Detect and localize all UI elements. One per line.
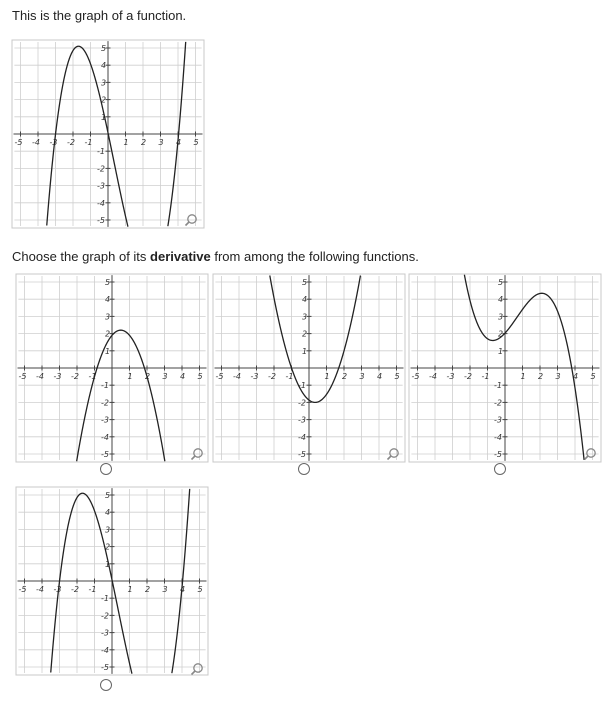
y-tick-label: 5 — [105, 278, 111, 287]
x-tick-label: 3 — [162, 585, 168, 594]
x-tick-label: 2 — [342, 372, 348, 381]
y-tick-label: 5 — [105, 491, 111, 500]
y-tick-label: -4 — [97, 198, 105, 208]
y-tick-label: -3 — [101, 415, 109, 425]
x-tick-label: 2 — [538, 372, 544, 381]
zoom-icon[interactable] — [190, 662, 204, 676]
y-tick-label: 2 — [498, 329, 504, 339]
y-tick-label: 3 — [105, 312, 111, 322]
x-tick-label: 3 — [162, 372, 168, 381]
y-tick-label: 1 — [498, 346, 504, 356]
option-d-svg — [16, 487, 208, 675]
x-tick-label: -5 — [18, 585, 27, 594]
y-tick-label: 4 — [302, 295, 308, 305]
y-tick-label: -2 — [298, 398, 306, 408]
y-tick-label: 2 — [105, 542, 111, 552]
x-tick-label: -2 — [464, 372, 472, 381]
question-intro-text: This is the graph of a function. — [12, 8, 187, 23]
prompt-after: from among the following functions. — [210, 249, 419, 264]
x-tick-label: -2 — [71, 372, 79, 381]
y-tick-label: -3 — [97, 181, 105, 191]
x-tick-label: 1 — [520, 372, 526, 381]
x-tick-label: 1 — [127, 585, 133, 594]
y-tick-label: 2 — [302, 329, 308, 339]
y-tick-label: 5 — [101, 44, 107, 53]
magnifier-icon — [583, 447, 597, 461]
x-tick-label: 5 — [197, 372, 203, 381]
option-graph-4[interactable] — [16, 487, 208, 675]
x-tick-label: 4 — [180, 585, 186, 594]
option-a-svg — [16, 274, 208, 462]
function-graph — [12, 40, 204, 228]
x-tick-label: -3 — [49, 138, 58, 147]
y-tick-label: -4 — [298, 432, 306, 442]
magnifier-icon — [184, 213, 198, 227]
x-tick-label: 2 — [145, 585, 151, 594]
zoom-icon[interactable] — [386, 447, 400, 461]
y-tick-label: -1 — [101, 381, 109, 391]
y-tick-label: 4 — [105, 295, 111, 305]
magnifier-icon — [190, 662, 204, 676]
x-tick-label: -4 — [233, 372, 241, 381]
x-tick-label: 2 — [141, 138, 147, 147]
y-tick-label: -2 — [97, 164, 105, 174]
y-tick-label: 1 — [105, 346, 111, 356]
question-intro — [12, 8, 186, 24]
option-radio-3[interactable] — [494, 463, 506, 475]
x-tick-label: -1 — [285, 372, 294, 381]
x-tick-label: 4 — [176, 138, 182, 147]
y-tick-label: -5 — [494, 450, 502, 459]
function-svg — [12, 40, 204, 228]
x-tick-label: 1 — [324, 372, 330, 381]
prompt-bold: derivative — [150, 249, 211, 264]
y-tick-label: -4 — [101, 645, 109, 655]
zoom-icon[interactable] — [583, 447, 597, 461]
x-tick-label: -2 — [71, 585, 79, 594]
y-tick-label: -2 — [101, 398, 109, 408]
x-tick-label: 4 — [180, 372, 186, 381]
x-tick-label: 2 — [145, 372, 151, 381]
x-tick-label: -5 — [14, 138, 23, 147]
y-tick-label: -4 — [101, 432, 109, 442]
y-tick-label: -3 — [298, 415, 306, 425]
y-tick-label: 4 — [498, 295, 504, 305]
option-graph-3[interactable] — [409, 274, 601, 462]
x-tick-label: 5 — [590, 372, 596, 381]
x-tick-label: 5 — [394, 372, 400, 381]
y-tick-label: -2 — [494, 398, 502, 408]
y-tick-label: -1 — [101, 594, 109, 604]
y-tick-label: -4 — [494, 432, 502, 442]
y-tick-label: -5 — [298, 450, 306, 459]
x-tick-label: 3 — [158, 138, 164, 147]
y-tick-label: 3 — [101, 78, 107, 88]
y-tick-label: -5 — [101, 663, 109, 672]
x-tick-label: -4 — [36, 585, 44, 594]
y-tick-label: 3 — [302, 312, 308, 322]
y-tick-label: -5 — [101, 450, 109, 459]
option-graph-2[interactable] — [213, 274, 405, 462]
magnifier-icon — [386, 447, 400, 461]
y-tick-label: 1 — [105, 559, 111, 569]
x-tick-label: 4 — [573, 372, 579, 381]
y-tick-label: -1 — [97, 147, 105, 157]
x-tick-label: 4 — [377, 372, 383, 381]
x-tick-label: -3 — [53, 585, 62, 594]
x-tick-label: -3 — [250, 372, 259, 381]
x-tick-label: 1 — [127, 372, 133, 381]
option-radio-4[interactable] — [100, 679, 112, 691]
y-tick-label: 2 — [105, 329, 111, 339]
y-tick-label: 1 — [101, 112, 107, 122]
x-tick-label: -4 — [32, 138, 40, 147]
y-tick-label: -1 — [298, 381, 306, 391]
y-tick-label: 4 — [105, 508, 111, 518]
option-radio-2[interactable] — [298, 463, 310, 475]
x-tick-label: -5 — [18, 372, 27, 381]
y-tick-label: 5 — [498, 278, 504, 287]
zoom-icon[interactable] — [184, 213, 198, 227]
y-tick-label: -3 — [494, 415, 502, 425]
question-prompt — [12, 249, 419, 265]
x-tick-label: -2 — [268, 372, 276, 381]
x-tick-label: -5 — [215, 372, 224, 381]
x-tick-label: -1 — [88, 372, 97, 381]
x-tick-label: 1 — [123, 138, 129, 147]
x-tick-label: -3 — [446, 372, 455, 381]
x-tick-label: 5 — [197, 585, 203, 594]
prompt-before: Choose the graph of its — [12, 249, 151, 264]
option-graph-1[interactable] — [16, 274, 208, 462]
y-tick-label: 3 — [498, 312, 504, 322]
x-tick-label: -1 — [84, 138, 93, 147]
x-tick-label: -4 — [429, 372, 437, 381]
x-tick-label: -5 — [411, 372, 420, 381]
y-tick-label: -5 — [97, 216, 105, 225]
x-tick-label: -4 — [36, 372, 44, 381]
x-tick-label: 5 — [193, 138, 199, 147]
y-tick-label: 5 — [302, 278, 308, 287]
y-tick-label: 1 — [302, 346, 308, 356]
option-b-svg — [213, 274, 405, 462]
y-tick-label: 4 — [101, 61, 107, 71]
x-tick-label: 3 — [555, 372, 561, 381]
x-tick-label: -1 — [88, 585, 97, 594]
option-c-svg — [409, 274, 601, 462]
x-tick-label: -2 — [67, 138, 75, 147]
y-tick-label: -3 — [101, 628, 109, 638]
magnifier-icon — [190, 447, 204, 461]
y-tick-label: 2 — [101, 95, 107, 105]
y-tick-label: 3 — [105, 525, 111, 535]
option-radio-1[interactable] — [100, 463, 112, 475]
y-tick-label: -1 — [494, 381, 502, 391]
zoom-icon[interactable] — [190, 447, 204, 461]
x-tick-label: -1 — [481, 372, 490, 381]
y-tick-label: -2 — [101, 611, 109, 621]
x-tick-label: -3 — [53, 372, 62, 381]
x-tick-label: 3 — [359, 372, 365, 381]
